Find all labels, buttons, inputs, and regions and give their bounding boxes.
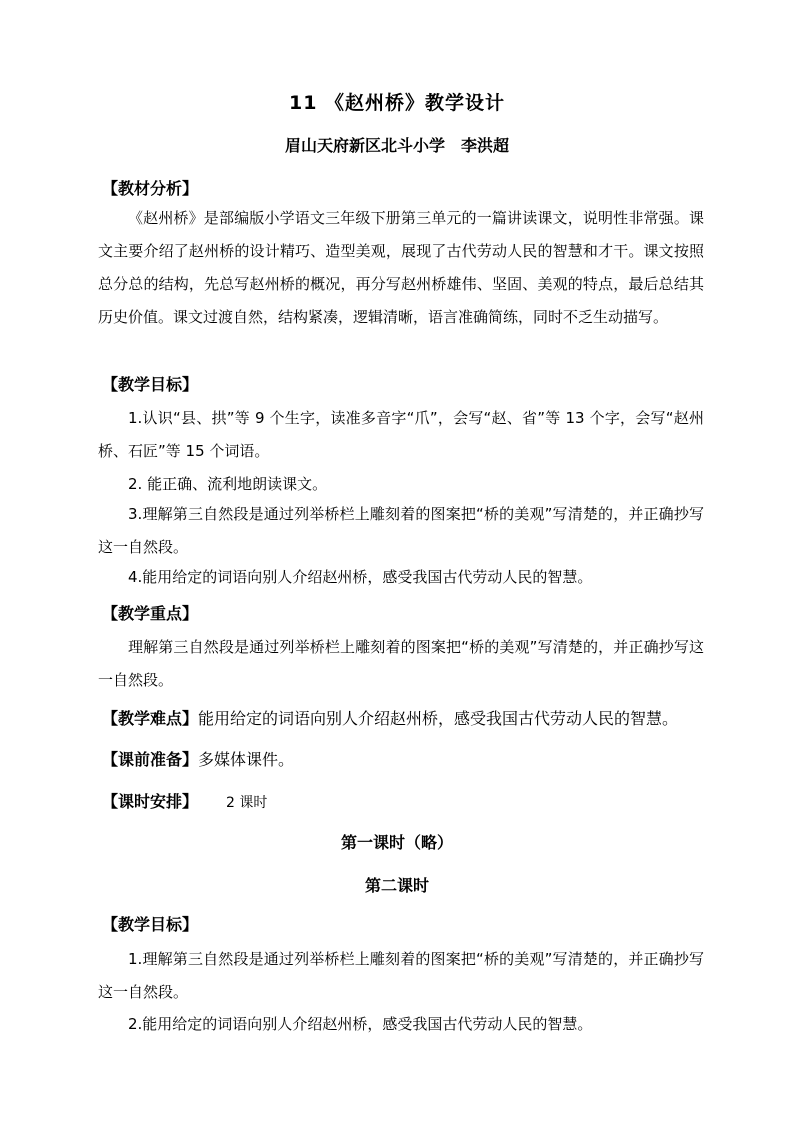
textbook-analysis-paragraph: 《赵州桥》是部编版小学语文三年级下册第三单元的一篇讲读课文，说明性非常强。课文主要介绍了赵州桥的设计精巧、造型美观，展现了古代劳动人民的智慧和才干。课文按照总分总的结构，先总写赵州桥的概况，再分写赵州桥雄伟、坚固、美观的特点，最后总结其历史价值。课文过渡自然，结构紧凑，逻辑清晰，语言准确简练，同时不乏生动描写。 — [98, 209, 704, 326]
lesson-two-heading: 第二课时 — [364, 876, 429, 895]
document-title: 11 《赵州桥》教学设计 — [288, 92, 506, 114]
lesson-one-heading: 第一课时（略） — [340, 833, 453, 852]
preparation-label: 【课前准备】 — [102, 750, 199, 769]
preparation-text: 多媒体课件。 — [198, 750, 295, 769]
difficulties-text: 能用给定的词语向别人介绍赵州桥，感受我国古代劳动人民的智慧。 — [198, 709, 679, 728]
difficulties-label: 【教学难点】 — [102, 709, 199, 728]
schedule-text: 2 课时 — [226, 795, 268, 811]
document-author: 眉山天府新区北斗小学 李洪超 — [284, 136, 509, 155]
section-heading-preparation — [102, 747, 294, 770]
key-points-paragraph: 理解第三自然段是通过列举桥栏上雕刻着的图案把“桥的美观”写清楚的，并正确抄写这一自然段。 — [98, 638, 704, 689]
teaching-goal-1: 1.认识“县、拱”等 9 个生字，读准多音字“爪”，会写“赵、省”等 13 个字，会写“赵州桥、石匠”等 15 个词语。 — [98, 409, 704, 460]
section-heading-difficulties — [102, 706, 678, 729]
teaching-goal-3: 3.理解第三自然段是通过列举桥栏上雕刻着的图案把“桥的美观”写清楚的，并正确抄写这一自然段。 — [98, 505, 704, 556]
section-heading-lesson-goals: 【教学目标】 — [102, 915, 199, 934]
teaching-goal-4: 4.能用给定的词语向别人介绍赵州桥，感受我国古代劳动人民的智慧。 — [128, 568, 593, 586]
schedule-label: 【课时安排】 — [102, 792, 199, 811]
lesson-goal-2: 2.能用给定的词语向别人介绍赵州桥，感受我国古代劳动人民的智慧。 — [128, 1015, 593, 1033]
lesson-goal-1: 1.理解第三自然段是通过列举桥栏上雕刻着的图案把“桥的美观”写清楚的，并正确抄写这一自然段。 — [98, 950, 704, 1001]
section-heading-key-points: 【教学重点】 — [102, 604, 199, 623]
section-heading-teaching-goals: 【教学目标】 — [102, 375, 199, 394]
section-heading-textbook-analysis: 【教材分析】 — [102, 179, 199, 198]
section-heading-schedule — [102, 789, 267, 812]
teaching-goal-2: 2. 能正确、流利地朗读课文。 — [128, 475, 328, 493]
